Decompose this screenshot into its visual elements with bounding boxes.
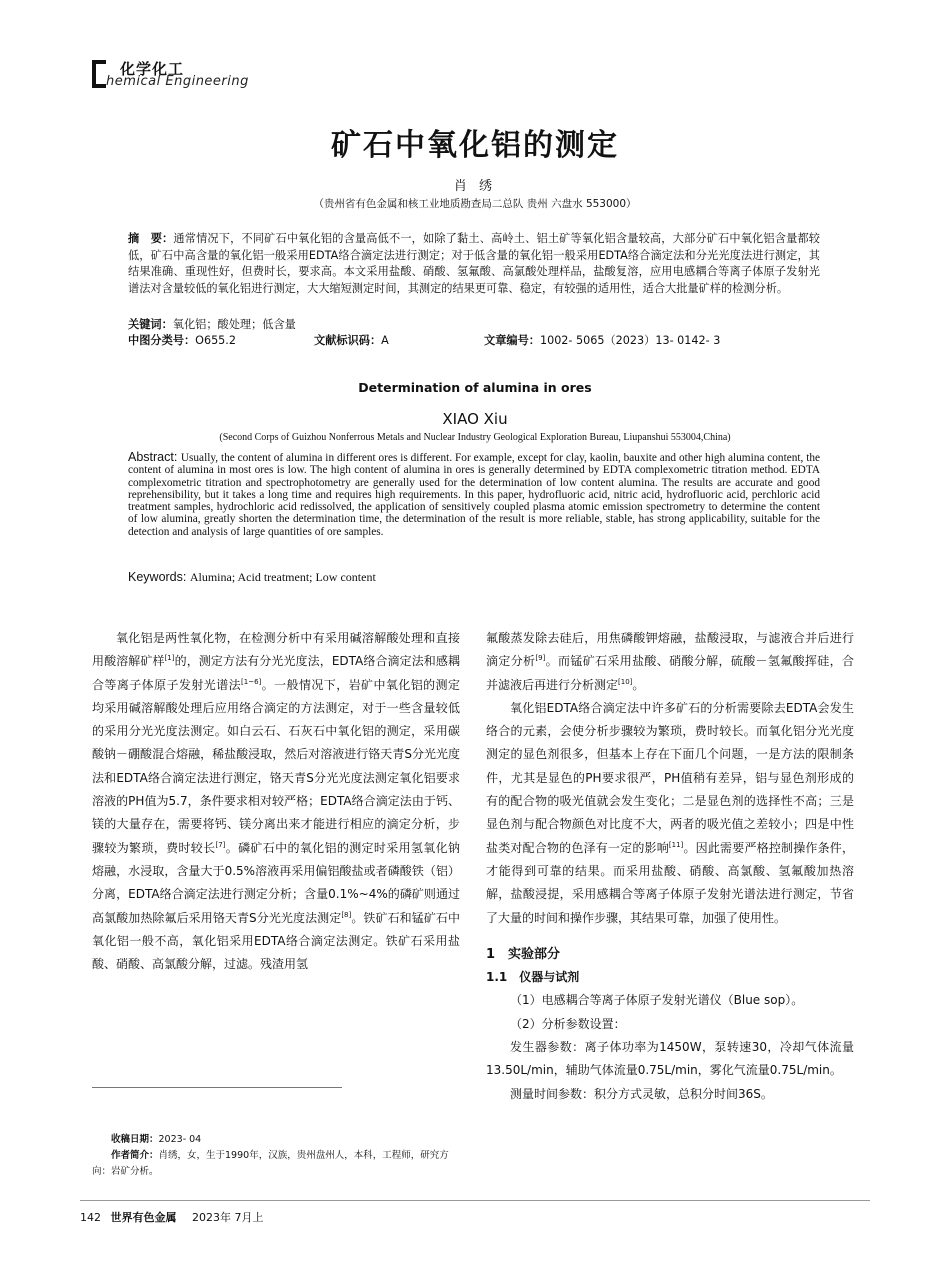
clc-label: 中图分类号：	[128, 334, 196, 347]
citation: [1]	[164, 654, 175, 663]
bio-text: 肖绣，女，生于1990年，汉族，贵州盘州人，本科，工程师，研究方向：岩矿分析。	[92, 1150, 449, 1177]
body-paragraph: 发生器参数：离子体功率为1450W，泵转速30，冷却气体流量13.50L/min，辅助气体流量0.75L/min，雾化气流量0.75L/min。	[486, 1040, 854, 1078]
art-value: 1002- 5065（2023）13- 0142- 3	[539, 334, 721, 347]
doc-label: 文献标识码：	[314, 334, 382, 347]
subsection-heading: 1.1 仪器与试剂	[486, 970, 580, 985]
citation: [11]	[668, 840, 684, 849]
keywords-cn-label: 关键词：	[128, 318, 173, 331]
footer-date: 2023年 7月上	[192, 1211, 264, 1224]
footer-divider	[80, 1200, 870, 1201]
page-footer	[80, 1209, 270, 1225]
journal-logo-cn: 化学化工	[120, 60, 185, 78]
section-heading: 1 实验部分	[486, 946, 561, 962]
keywords-en-text: Alumina; Acid treatment; Low content	[189, 570, 376, 584]
citation: [7]	[215, 840, 226, 849]
footer-journal: 世界有色金属	[110, 1211, 177, 1224]
affiliation: （贵州省有色金属和核工业地质勘查局二总队 贵州 六盘水 553000）	[313, 198, 637, 210]
citation: [9]	[535, 654, 546, 663]
page-number: 142	[80, 1211, 101, 1224]
keywords-en	[128, 570, 820, 585]
body-paragraph: 测量时间参数：积分方式灵敏，总积分时间36S。	[510, 1086, 773, 1101]
keywords-cn-text: 氧化铝；酸处理；低含量	[172, 318, 296, 331]
footnote	[92, 1132, 460, 1180]
bio-label: 作者简介：	[111, 1150, 159, 1161]
keywords-cn	[128, 317, 820, 334]
body-right-column	[486, 627, 854, 1106]
body-paragraph: 氧化铝EDTA络合滴定法中许多矿石的分析需要除去EDTA会发生络合的元素，会使分析步骤较为繁琐，费时较长。而氧化铝分光光度测定的显色剂很多，但基本上存在下面几个问题，一是方法的限制条件，尤其是显色的PH要求很严，PH值稍有差异，铝与显色剂形成的有的配合物的吸光值就会发生变化；二是显色剂的选择性不高；三是显色剂与配合物颜色对比度不大，两者的吸光值之差较小；四是中性盐类对配合物的色泽有一定的影响[11]。因此需要严格控制操作条件，才能得到可靠的结果。而采用盐酸、硝酸、高氯酸、氢氟酸加热溶解，盐酸浸提，采用感耦合等离子体原子发射光谱法进行测定，节省了大量的时间和操作步骤，其结果可靠，加强了使用性。	[486, 700, 854, 925]
paper-title: 矿石中氧化铝的测定	[331, 128, 619, 163]
citation: [1~6]	[241, 677, 262, 686]
body-paragraph: 氟酸蒸发除去硅后，用焦磷酸钾熔融，盐酸浸取，与滤液合并后进行滴定分析[9]。而锰矿石采用盐酸、硝酸分解，硫酸－氢氟酸挥硅，合并滤液后再进行分析测定[10]。	[486, 631, 854, 692]
body-left-column	[92, 627, 460, 976]
journal-logo-bracket	[92, 60, 106, 88]
citation: [8]	[341, 910, 352, 919]
footnote-divider	[92, 1087, 342, 1088]
abstract-cn	[128, 231, 820, 297]
abstract-cn-label: 摘 要：	[128, 232, 174, 245]
abstract-en	[128, 451, 820, 538]
keywords-en-label: Keywords:	[128, 570, 190, 584]
citation: [10]	[618, 677, 633, 686]
abstract-en-label: Abstract:	[128, 450, 181, 464]
list-item: （1）电感耦合等离子体原子发射光谱仪（Blue sop）。	[510, 993, 804, 1008]
clc-value: O655.2	[195, 334, 236, 347]
list-item: （2）分析参数设置：	[510, 1016, 626, 1031]
english-author: XIAO Xiu	[442, 410, 508, 428]
abstract-en-text: Usually, the content of alumina in different ores is different. For example, except for clay, kaolin, bauxite and other high alumina content, the content of alumina in most ores is low. The high content of alumina in ores is generally determined by EDTA complexometric titration method. EDTA complexometric titration and spectrophotometry are generally used for the determination of low content alumina. The results are accurate and good reprehensibility, but it takes a long time and requires high requirements. In this paper, hydrofluoric acid, nitric acid, hydrofluoric acid, perchloric acid treatment samples, hydrochloric acid redissolved, the application of sensitively coupled plasma atomic emission spectrometry to determine the content of low alumina, greatly shorten the determination time, the determination of the result is more reliable, stable, has strong applicability, suitable for the detection and analysis of large quantities of ore samples.	[128, 452, 821, 538]
abstract-cn-text: 通常情况下，不同矿石中氧化铝的含量高低不一，如除了黏土、高岭土、铝土矿等氧化铝含量较高，大部分矿石中氧化铝含量都较低，矿石中高含量的氧化铝一般采用EDTA络合滴定法进行测定；对于低含量的氧化铝一般采用EDTA络合滴定法和分光光度法进行测定，其结果准确、重现性好，但费时长，要求高。本文采用盐酸、硝酸、氢氟酸、高氯酸处理样品，盐酸复溶，应用电感耦合等离子体原子发射光谱法对含量较低的氧化铝进行测定，大大缩短测定时间，其测定的结果更可靠、稳定，有较强的适用性，适合大批量矿样的检测分析。	[128, 232, 820, 295]
doc-value: A	[381, 334, 389, 347]
art-label: 文章编号：	[484, 334, 540, 347]
english-affiliation: (Second Corps of Guizhou Nonferrous Metals and Nuclear Industry Geological Exploration Bureau, Liupanshui 553004,China)	[219, 432, 731, 443]
author: 肖 绣	[453, 179, 497, 194]
received-date: 2023- 04	[158, 1134, 202, 1145]
received-label: 收稿日期：	[111, 1134, 159, 1145]
english-title: Determination of alumina in ores	[358, 380, 592, 395]
body-paragraph: 氧化铝是两性氧化物，在检测分析中有采用碱溶解酸处理和直接用酸溶解矿样[1]的，测定方法有分光光度法，EDTA络合滴定法和感耦合等离子体原子发射光谱法[1~6]。一般情况下，岩矿中氧化铝的测定均采用碱溶解酸处理后应用络合滴定的方法测定，对于一些含量较低的采用分光光度法测定。如白云石、石灰石中氧化铝的测定，采用碳酸钠－硼酸混合熔融，稀盐酸浸取，然后对溶液进行铬天青S分光光度法和EDTA络合滴定法进行测定，铬天青S分光光度法测定氧化铝要求溶液的PH值为5.7，条件要求相对较严格；EDTA络合滴定法由于钙、镁的大量存在，需要将钙、镁分离出来才能进行相应的滴定分析，步骤较为繁琐，费时较长[7]。磷矿石中的氧化铝的测定时采用氢氧化钠熔融，水浸取，含量大于0.5%溶液再采用偏铝酸盐或者磷酸铁（铝）分离，EDTA络合滴定法进行测定分析；含量0.1%~4%的磷矿则通过高氯酸加热除氟后采用铬天青S分光光度法测定[8]。铁矿石和锰矿石中氧化铝一般不高，氧化铝采用EDTA络合滴定法测定。铁矿石采用盐酸、硝酸、高氯酸分解，过滤。残渣用氢	[92, 631, 460, 972]
journal-logo-en: hemical Engineering	[106, 74, 249, 89]
